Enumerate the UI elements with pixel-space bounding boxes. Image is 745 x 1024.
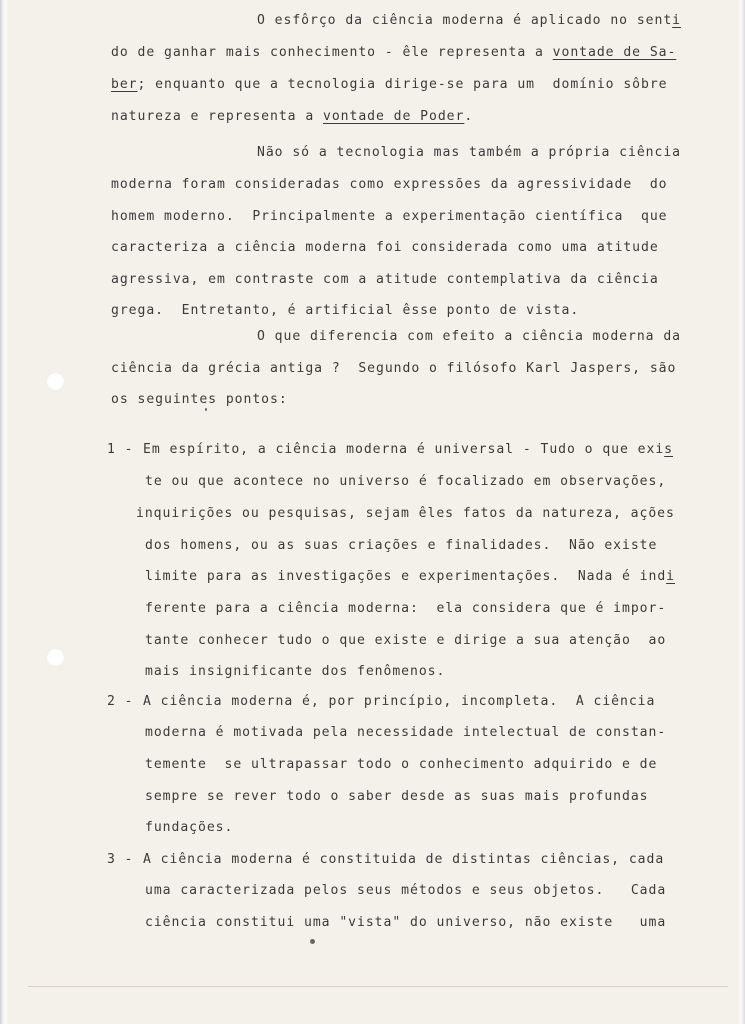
text-run: uma caracterizada pelos seus métodos e seus objetos. Cada (145, 883, 667, 898)
list-item-1-line (145, 536, 657, 556)
text-run: ; enquanto que a tecnologia dirige-se para um domínio sôbre (137, 77, 668, 92)
paragraph-1-line (111, 107, 473, 127)
text-run: inquirições ou pesquisas, sejam êles fatos da natureza, ações (136, 506, 675, 521)
text-run: tante conhecer tudo o que existe e dirige a sua atenção ao (145, 633, 667, 648)
list-item-1-line (145, 599, 666, 619)
text-run: grega. Entretanto, é artificial êsse ponto de vista. (111, 303, 580, 318)
list-item-2-line (145, 787, 649, 807)
text-run: A ciência moderna é, por princípio, incompleta. A ciência (143, 694, 656, 709)
text-run: te ou que acontece no universo é focalizado em observações, (145, 474, 667, 489)
text-run: mais insignificante dos fenômenos. (145, 664, 446, 679)
underlined-text: s (664, 442, 673, 457)
paragraph-3-line (111, 390, 288, 410)
list-item-3-line (145, 913, 666, 933)
list-item-1-line (145, 631, 666, 651)
paragraph-2-line (111, 270, 659, 290)
list-item-1-line (145, 662, 445, 682)
list-item-3-line (143, 850, 664, 870)
ink-speck (310, 939, 315, 944)
list-item-2-line (145, 755, 657, 775)
text-run: os seguintes pontos: (111, 392, 288, 407)
underlined-text: vontade de Poder (323, 109, 465, 124)
list-item-3-line (145, 881, 666, 901)
list-item-number: 2 - (107, 694, 134, 709)
paragraph-2-line (111, 175, 668, 195)
underlined-text: ber (111, 77, 138, 92)
text-run: O que diferencia com efeito a ciência moderna da (257, 329, 681, 344)
paragraph-3-line (257, 327, 681, 347)
text-run: Não só a tecnologia mas também a própria ciência (257, 145, 681, 160)
text-run: natureza e representa a (111, 109, 323, 124)
list-item-1-line (143, 440, 673, 460)
text-run: caracteriza a ciência moderna foi considerada como uma atitude (111, 240, 659, 255)
paragraph-2-line (257, 143, 681, 163)
list-item-1-line (145, 567, 675, 587)
text-run: temente se ultrapassar todo o conhecimento adquirido e de (145, 757, 658, 772)
text-run: moderna foram consideradas como expressões da agressividade do (111, 177, 668, 192)
paragraph-2-line (111, 301, 579, 321)
text-run: A ciência moderna é constituida de distintas ciências, cada (143, 852, 665, 867)
scan-right-edge (738, 0, 745, 1024)
page-fold-line (28, 986, 728, 987)
text-run: ciência da grécia antiga ? Segundo o filósofo Karl Jaspers, são (111, 361, 677, 376)
list-item-2-line (145, 723, 666, 743)
underlined-text: i (672, 13, 681, 28)
text-run: ciência constitui uma "vista" do universo, não existe uma (145, 915, 667, 930)
list-item-number: 3 - (107, 852, 134, 867)
text-run: limite para as investigações e experimentações. Nada é ind (145, 569, 667, 584)
text-run: fundações. (145, 820, 234, 835)
list-item-1-line (145, 472, 666, 492)
list-item-2-line (143, 692, 655, 712)
text-run: moderna é motivada pela necessidade intelectual de constan- (145, 725, 667, 740)
list-item-number: 1 - (107, 442, 134, 457)
list-item-1-line (136, 504, 675, 524)
text-run: dos homens, ou as suas criações e finalidades. Não existe (145, 538, 658, 553)
paragraph-3-line (111, 359, 676, 379)
punch-hole (46, 648, 65, 667)
underlined-text: vontade de Sa- (552, 45, 677, 60)
text-run: O esfôrço da ciência moderna é aplicado no sent (257, 13, 673, 28)
text-run: . (464, 109, 474, 124)
paragraph-2-line (111, 238, 659, 258)
text-run: agressiva, em contraste com a atitude contemplativa da ciência (111, 272, 659, 287)
text-run: Em espírito, a ciência moderna é universal - Tudo o que exi (143, 442, 665, 457)
text-run: sempre se rever todo o saber desde as suas mais profundas (145, 789, 649, 804)
underlined-text: i (666, 569, 675, 584)
scan-left-edge (0, 0, 8, 1024)
punch-hole (46, 372, 65, 391)
paragraph-1-line (257, 11, 681, 31)
document-page (8, 0, 738, 1024)
paragraph-1-line (111, 75, 668, 95)
text-run: homem moderno. Principalmente a experimentação científica que (111, 209, 668, 224)
paragraph-2-line (111, 207, 668, 227)
list-item-2-line (145, 818, 233, 838)
text-run: do de ganhar mais conhecimento - êle representa a (111, 45, 553, 60)
paragraph-1-line (111, 43, 676, 63)
text-run: ferente para a ciência moderna: ela considera que é impor- (145, 601, 667, 616)
